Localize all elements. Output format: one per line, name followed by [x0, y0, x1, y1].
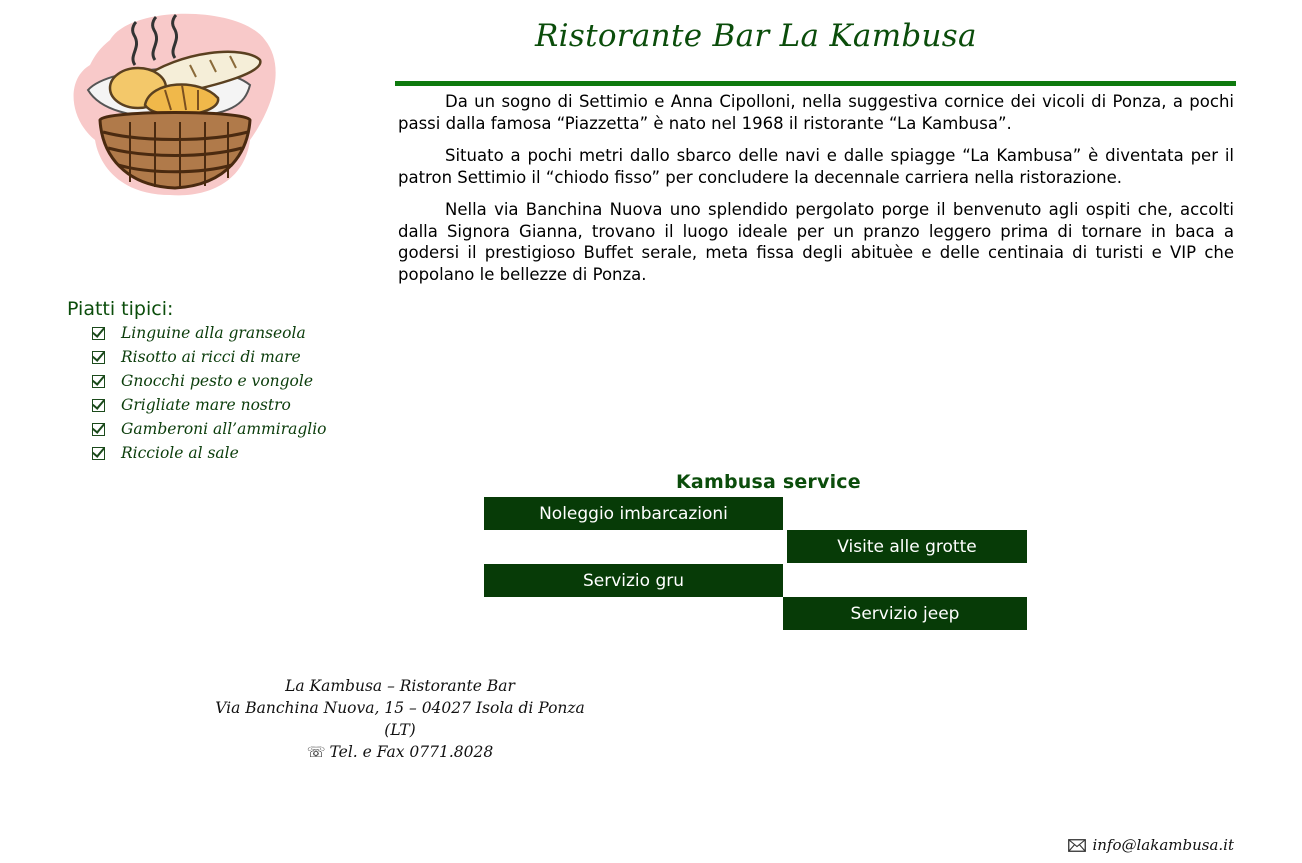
checkbox-checked-icon [92, 375, 105, 388]
dishes-list [92, 321, 327, 465]
checkbox-checked-icon [92, 351, 105, 364]
service-link-crane[interactable]: Servizio gru [484, 564, 783, 597]
service-link-jeep[interactable]: Servizio jeep [783, 597, 1027, 630]
bread-basket-icon [70, 10, 282, 200]
page-title: Ristorante Bar La Kambusa [535, 18, 977, 54]
checkbox-checked-icon [92, 447, 105, 460]
service-link-boat-rental[interactable]: Noleggio imbarcazioni [484, 497, 783, 530]
checkbox-checked-icon [92, 327, 105, 340]
envelope-icon [1068, 839, 1086, 852]
dish-label: Ricciole al sale [121, 444, 239, 462]
footer-phone-text: Tel. e Fax 0771.8028 [329, 743, 494, 761]
list-item [92, 345, 327, 369]
dish-label: Grigliate mare nostro [121, 396, 291, 414]
dishes-heading: Piatti tipici: [67, 298, 174, 320]
footer-phone [200, 741, 600, 763]
footer-business-name: La Kambusa – Ristorante Bar [285, 677, 515, 695]
bread-basket-logo [70, 10, 282, 200]
dish-label: Linguine alla granseola [121, 324, 306, 342]
title-divider [395, 81, 1236, 86]
intro-paragraph: Da un sogno di Settimio e Anna Cipolloni, nella suggestiva cornice dei vicoli di Ponza, a pochi passi dalla famosa “Piazzetta” è nato nel 1968 il ristorante “La Kambusa”. [398, 92, 1234, 133]
services-heading: Kambusa service [676, 471, 861, 493]
service-link-grotto-visits[interactable]: Visite alle grotte [787, 530, 1027, 563]
intro-paragraph: Nella via Banchina Nuova uno splendido pergolato porge il benvenuto agli ospiti che, accolti dalla Signora Gianna, trovano il luogo ideale per un pranzo leggero prima di tornare in baca a godersi il prestigioso Buffet serale, meta fissa degli abituèe e delle centinaia di turisti e VIP che popolano le bellezze di Ponza. [398, 200, 1234, 284]
intro-paragraph: Situato a pochi metri dallo sbarco delle navi e dalle spiagge “La Kambusa” è diventata per il patron Settimio il “chiodo fisso” per concludere la decennale carriera nella ristorazione. [398, 146, 1234, 187]
list-item [92, 321, 327, 345]
phone-icon: ☏ [306, 743, 326, 761]
dish-label: Gamberoni all’ammiraglio [121, 420, 327, 438]
footer-address [200, 675, 600, 763]
intro-text [398, 91, 1234, 296]
checkbox-checked-icon [92, 399, 105, 412]
dish-label: Risotto ai ricci di mare [121, 348, 301, 366]
list-item [92, 393, 327, 417]
email-link[interactable] [1068, 836, 1234, 854]
email-address[interactable]: info@lakambusa.it [1092, 836, 1234, 854]
list-item [92, 417, 327, 441]
checkbox-checked-icon [92, 423, 105, 436]
dish-label: Gnocchi pesto e vongole [121, 372, 314, 390]
footer-street-address: Via Banchina Nuova, 15 – 04027 Isola di Ponza (LT) [215, 699, 585, 739]
list-item [92, 441, 327, 465]
list-item [92, 369, 327, 393]
